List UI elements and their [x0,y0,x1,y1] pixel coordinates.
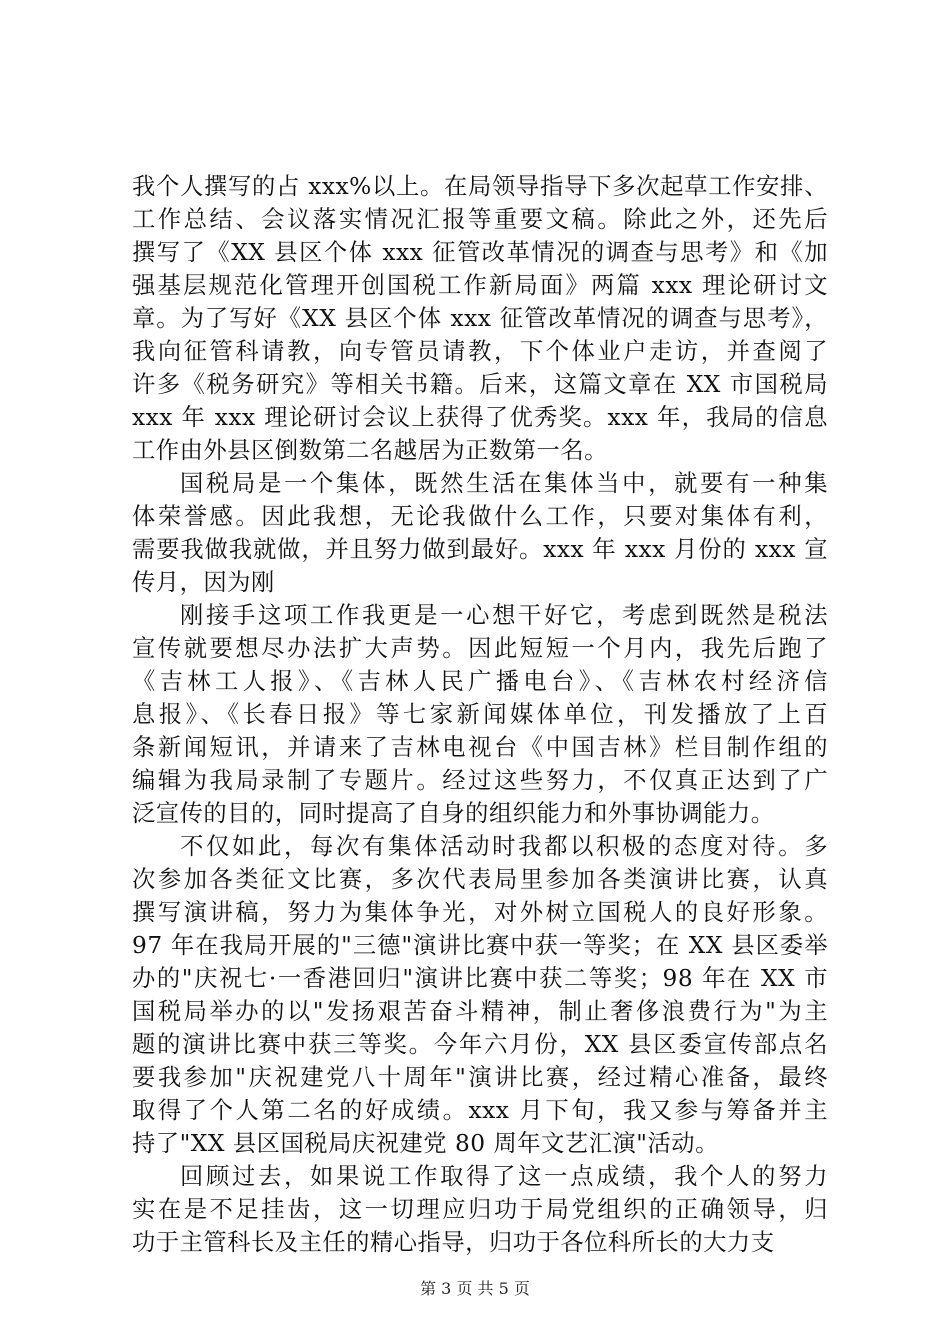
text-line: 泛宣传的目的，同时提高了自身的组织能力和外事协调能力。 [132,800,775,827]
text-line: 许多《税务研究》等相关书籍。后来，这篇文章在 XX 市国税局 [132,371,828,398]
text-line: 国税局举办的以"发扬艰苦奋斗精神，制止奢侈浪费行为"为主 [132,998,828,1025]
text-line: 体荣誉感。因此我想，无论我做什么工作，只要对集体有利， [132,503,828,530]
text-line: 要我参加"庆祝建党八十周年"演讲比赛，经过精心准备，最终 [132,1064,828,1091]
text-line: 题的演讲比赛中获三等奖。今年六月份，XX 县区委宣传部点名 [132,1031,828,1058]
paragraph [132,170,828,467]
paragraph [132,830,828,1160]
text-line: 宣传就要想尽办法扩大声势。因此短短一个月内，我先后跑了 [132,635,828,662]
text-line: 工作由外县区倒数第二名越居为正数第一名。 [132,437,608,464]
text-line: 实在是不足挂齿，这一切理应归功于局党组织的正确领导，归 [132,1196,828,1223]
text-line: 国税局是一个集体，既然生活在集体当中，就要有一种集 [180,470,828,497]
text-line: 取得了个人第二名的好成绩。xxx 月下旬，我又参与筹备并主 [132,1097,828,1124]
text-line: 次参加各类征文比赛，多次代表局里参加各类演讲比赛，认真 [132,866,828,893]
text-line: 《吉林工人报》、《吉林人民广播电台》、《吉林农村经济信 [132,668,828,695]
paragraph [132,1160,828,1259]
document-body [132,170,828,1259]
text-line: 我个人撰写的占 xxx%以上。在局领导指导下多次起草工作安排、 [132,173,828,200]
text-line: 办的"庆祝七·一香港回归"演讲比赛中获二等奖；98 年在 XX 市 [132,965,828,992]
text-line: 条新闻短讯，并请来了吉林电视台《中国吉林》栏目制作组的 [132,734,828,761]
text-line: 撰写演讲稿，努力为集体争光，对外树立国税人的良好形象。 [132,899,828,926]
text-line: 强基层规范化管理开创国税工作新局面》两篇 xxx 理论研讨文 [132,272,828,299]
text-line: 章。为了写好《XX 县区个体 xxx 征管改革情况的调查与思考》， [132,305,828,332]
text-line: 刚接手这项工作我更是一心想干好它，考虑到既然是税法 [180,602,828,629]
text-line: 需要我做我就做，并且努力做到最好。xxx 年 xxx 月份的 xxx 宣 [132,536,828,563]
text-line: 撰写了《XX 县区个体 xxx 征管改革情况的调查与思考》和《加 [132,239,828,266]
text-line: 工作总结、会议落实情况汇报等重要文稿。除此之外，还先后 [132,206,828,233]
text-line: 功于主管科长及主任的精心指导，归功于各位科所长的大力支 [132,1229,775,1256]
paragraph [132,467,828,599]
text-line: 不仅如此，每次有集体活动时我都以积极的态度对待。多 [180,833,828,860]
page-number-footer: 第 3 页 共 5 页 [420,1279,530,1298]
text-line: 持了"XX 县区国税局庆祝建党 80 周年文艺汇演"活动。 [132,1130,719,1157]
text-line: 回顾过去，如果说工作取得了这一点成绩，我个人的努力 [180,1163,828,1190]
text-line: 编辑为我局录制了专题片。经过这些努力，不仅真正达到了广 [132,767,828,794]
text-line: 我向征管科请教，向专管员请教，下个体业户走访，并查阅了 [132,338,828,365]
text-line: xxx 年 xxx 理论研讨会议上获得了优秀奖。xxx 年，我局的信息 [132,404,828,431]
text-line: 传月，因为刚 [132,569,275,596]
paragraph [132,599,828,830]
text-line: 息报》、《长春日报》等七家新闻媒体单位，刊发播放了上百 [132,701,828,728]
text-line: 97 年在我局开展的"三德"演讲比赛中获一等奖；在 XX 县区委举 [132,932,828,959]
